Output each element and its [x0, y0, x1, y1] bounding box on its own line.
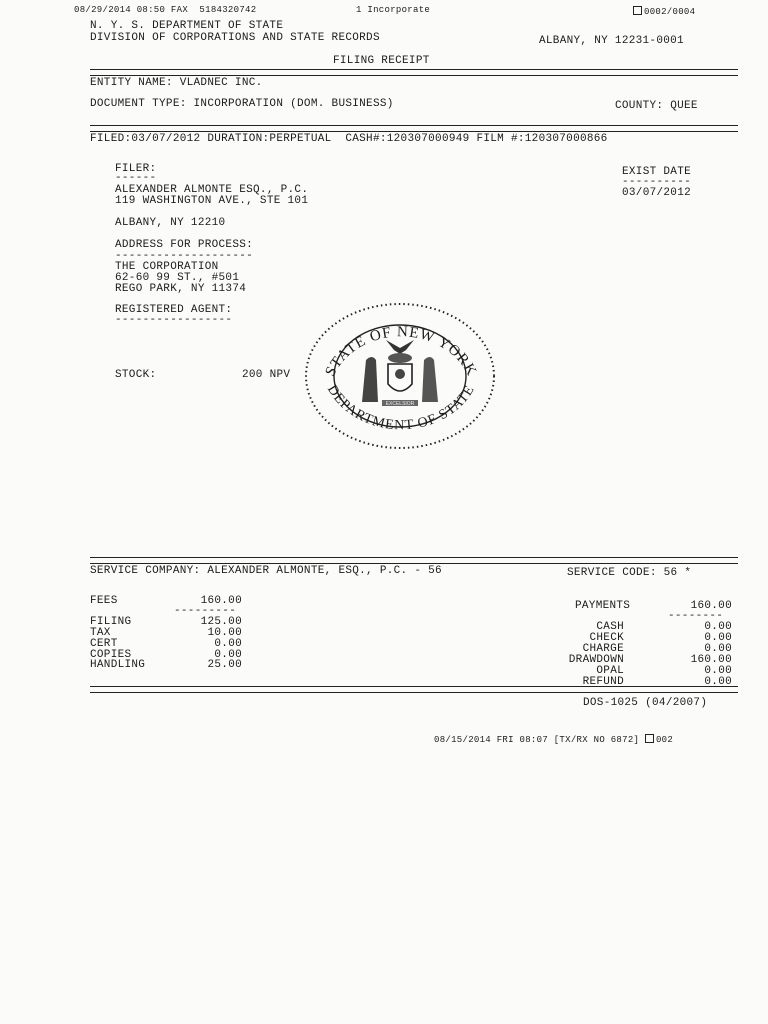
payment-label: CHECK: [589, 632, 624, 644]
document-type: DOCUMENT TYPE: INCORPORATION (DOM. BUSINESS): [90, 98, 394, 110]
fees-total: 160.00: [200, 595, 242, 607]
filer-underline: ------: [115, 172, 157, 184]
fax-page-icon: [645, 734, 654, 743]
justice-figure-icon: [422, 357, 438, 402]
process-underline: --------------------: [115, 250, 254, 262]
double-rule: [90, 69, 738, 76]
fee-label: TAX: [90, 627, 111, 639]
fax-page-icon: [633, 6, 642, 15]
stock-value: 200 NPV: [242, 369, 291, 381]
payment-value: 0.00: [704, 676, 732, 688]
payment-value: 0.00: [704, 643, 732, 655]
payment-label: DRAWDOWN: [568, 654, 624, 666]
fax-header-left: 08/29/2014 08:50 FAX 5184320742: [74, 5, 257, 15]
double-rule: [90, 686, 738, 693]
payments-label: PAYMENTS: [575, 600, 631, 612]
process-line2: 62-60 99 ST., #501: [115, 272, 240, 284]
exist-date-underline: ----------: [622, 176, 692, 188]
fees-label: FEES: [90, 595, 118, 607]
form-number: DOS-1025 (04/2007): [583, 697, 708, 709]
fee-label: FILING: [90, 616, 132, 628]
county: COUNTY: QUEE: [615, 100, 698, 112]
header-city: ALBANY, NY 12231-0001: [539, 35, 684, 47]
double-rule: [90, 125, 738, 132]
fee-value: 0.00: [214, 638, 242, 650]
fee-label: CERT: [90, 638, 118, 650]
fee-value: 25.00: [207, 659, 242, 671]
seal-motto: EXCELSIOR: [385, 401, 415, 407]
fax-footer-page: 002: [655, 735, 674, 745]
entity-name: ENTITY NAME: VLADNEC INC.: [90, 77, 263, 89]
agent-label: REGISTERED AGENT:: [115, 304, 233, 316]
payment-value: 160.00: [690, 654, 732, 666]
fee-value: 10.00: [207, 627, 242, 639]
payment-value: 0.00: [704, 632, 732, 644]
stock-label: STOCK:: [115, 369, 157, 381]
payments-underline: --------: [668, 610, 724, 622]
service-code: SERVICE CODE: 56 *: [567, 567, 692, 579]
filed-line: FILED:03/07/2012 DURATION:PERPETUAL CASH#:120307000949 FILM #:120307000866: [90, 133, 608, 145]
process-line1: THE CORPORATION: [115, 261, 219, 273]
liberty-figure-icon: [362, 357, 378, 402]
fax-footer-text: 08/15/2014 FRI 08:07 [TX/RX NO 6872]: [434, 735, 640, 745]
eagle-icon: [386, 340, 414, 354]
service-company: SERVICE COMPANY: ALEXANDER ALMONTE, ESQ., P.C. - 56: [90, 565, 442, 577]
filer-street: 119 WASHINGTON AVE., STE 101: [115, 195, 309, 207]
payment-label: REFUND: [582, 676, 624, 688]
seal-top-text: STATE OF NEW YORK: [322, 324, 480, 380]
process-line3: REGO PARK, NY 11374: [115, 283, 247, 295]
fax-header-page-number: 0002/0004: [644, 7, 696, 17]
filer-label: FILER:: [115, 163, 157, 175]
fax-header-center: 1 Incorporate: [356, 5, 431, 15]
double-rule: [90, 557, 738, 564]
fee-label: COPIES: [90, 649, 132, 661]
payment-value: 0.00: [704, 621, 732, 633]
exist-date: 03/07/2012: [622, 187, 692, 199]
receipt-title: FILING RECEIPT: [333, 55, 430, 67]
org-line2: DIVISION OF CORPORATIONS AND STATE RECORDS: [90, 32, 380, 44]
state-seal: [302, 300, 498, 452]
svg-text:DEPARTMENT OF STATE: [324, 383, 478, 434]
payment-label: CASH: [596, 621, 624, 633]
fax-header-page: [633, 6, 695, 17]
filer-name: ALEXANDER ALMONTE ESQ., P.C.: [115, 184, 309, 196]
agent-underline: -----------------: [115, 314, 233, 326]
fax-footer: [434, 734, 673, 745]
fee-value: 0.00: [214, 649, 242, 661]
exist-date-label: EXIST DATE: [622, 166, 692, 178]
payment-label: OPAL: [596, 665, 624, 677]
process-label: ADDRESS FOR PROCESS:: [115, 239, 254, 251]
org-line1: N. Y. S. DEPARTMENT OF STATE: [90, 20, 284, 32]
seal-bottom-text: DEPARTMENT OF STATE: [323, 382, 479, 434]
payment-value: 0.00: [704, 665, 732, 677]
payment-label: CHARGE: [582, 643, 624, 655]
fee-value: 125.00: [200, 616, 242, 628]
filer-city: ALBANY, NY 12210: [115, 217, 226, 229]
payments-total: 160.00: [690, 600, 732, 612]
fee-label: HANDLING: [90, 659, 146, 671]
fees-underline: ---------: [174, 605, 237, 617]
